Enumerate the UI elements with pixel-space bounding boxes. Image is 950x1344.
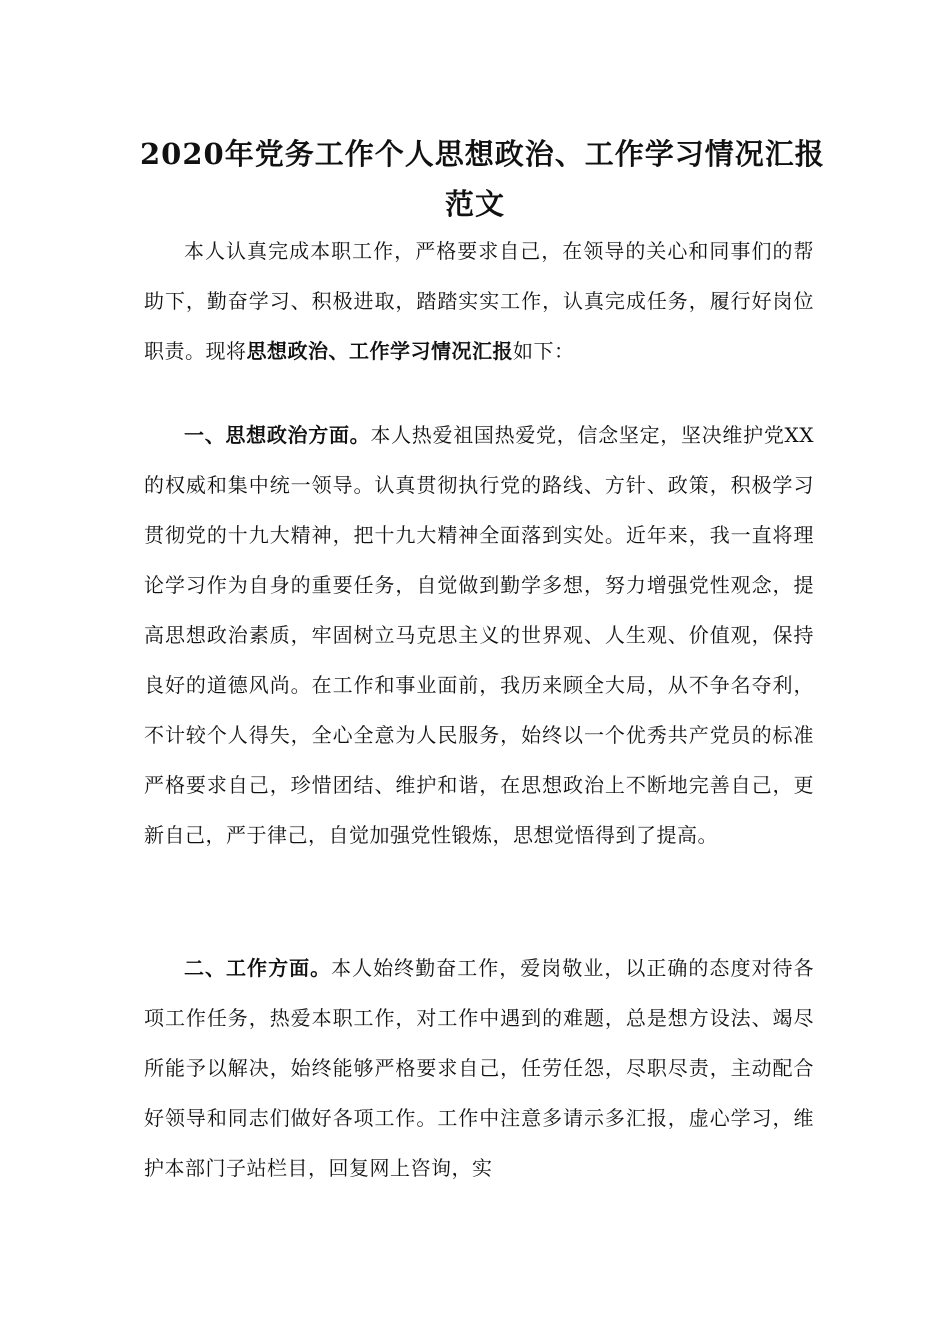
intro-paragraph	[144, 226, 814, 376]
section-work-heading: 二、工作方面。	[184, 956, 332, 980]
intro-bold-text: 思想政治、工作学习情况汇报	[246, 339, 513, 363]
intro-text: 本人认真完成本职工作，严格要求自己，在领导的关心和同事们的帮助下，勤奋学习、积极进取，踏踏实实工作，认真完成任务，履行好岗位职责。现将	[144, 239, 814, 363]
section-work-text: 本人始终勤奋工作，爱岗敬业，以正确的态度对待各项工作任务，热爱本职工作，对工作中遇到的难题，总是想方设法、竭尽所能予以解决，始终能够严格要求自己，任劳任怨，尽职尽责，主动配合好领导和同志们做好各项工作。工作中注意多请示多汇报，虚心学习，维护本部门子站栏目，回复网上咨询，实	[144, 956, 815, 1180]
section-politics-heading: 一、思想政治方面。	[184, 423, 371, 447]
section-work-paragraph	[144, 943, 814, 1193]
intro-text-end: 如下：	[513, 339, 575, 363]
document-title-line1: 2020年党务工作个人思想政治、工作学习情况汇报	[140, 137, 825, 171]
section-politics-paragraph	[144, 410, 814, 860]
section-politics-text: 本人热爱祖国热爱党，信念坚定，坚决维护党XX的权威和集中统一领导。认真贯彻执行党的路线、方针、政策，积极学习贯彻党的十九大精神，把十九大精神全面落到实处。近年来，我一直将理论学习作为自身的重要任务，自觉做到勤学多想，努力增强党性观念，提高思想政治素质，牢固树立马克思主义的世界观、人生观、价值观，保持良好的道德风尚。在工作和事业面前，我历来顾全大局，从不争名夺利，不计较个人得失，全心全意为人民服务，始终以一个优秀共产党员的标准严格要求自己，珍惜团结、维护和谐，在思想政治上不断地完善自己，更新自己，严于律己，自觉加强党性锻炼，思想觉悟得到了提高。	[144, 423, 815, 847]
document-title-line2: 范文	[444, 187, 505, 221]
